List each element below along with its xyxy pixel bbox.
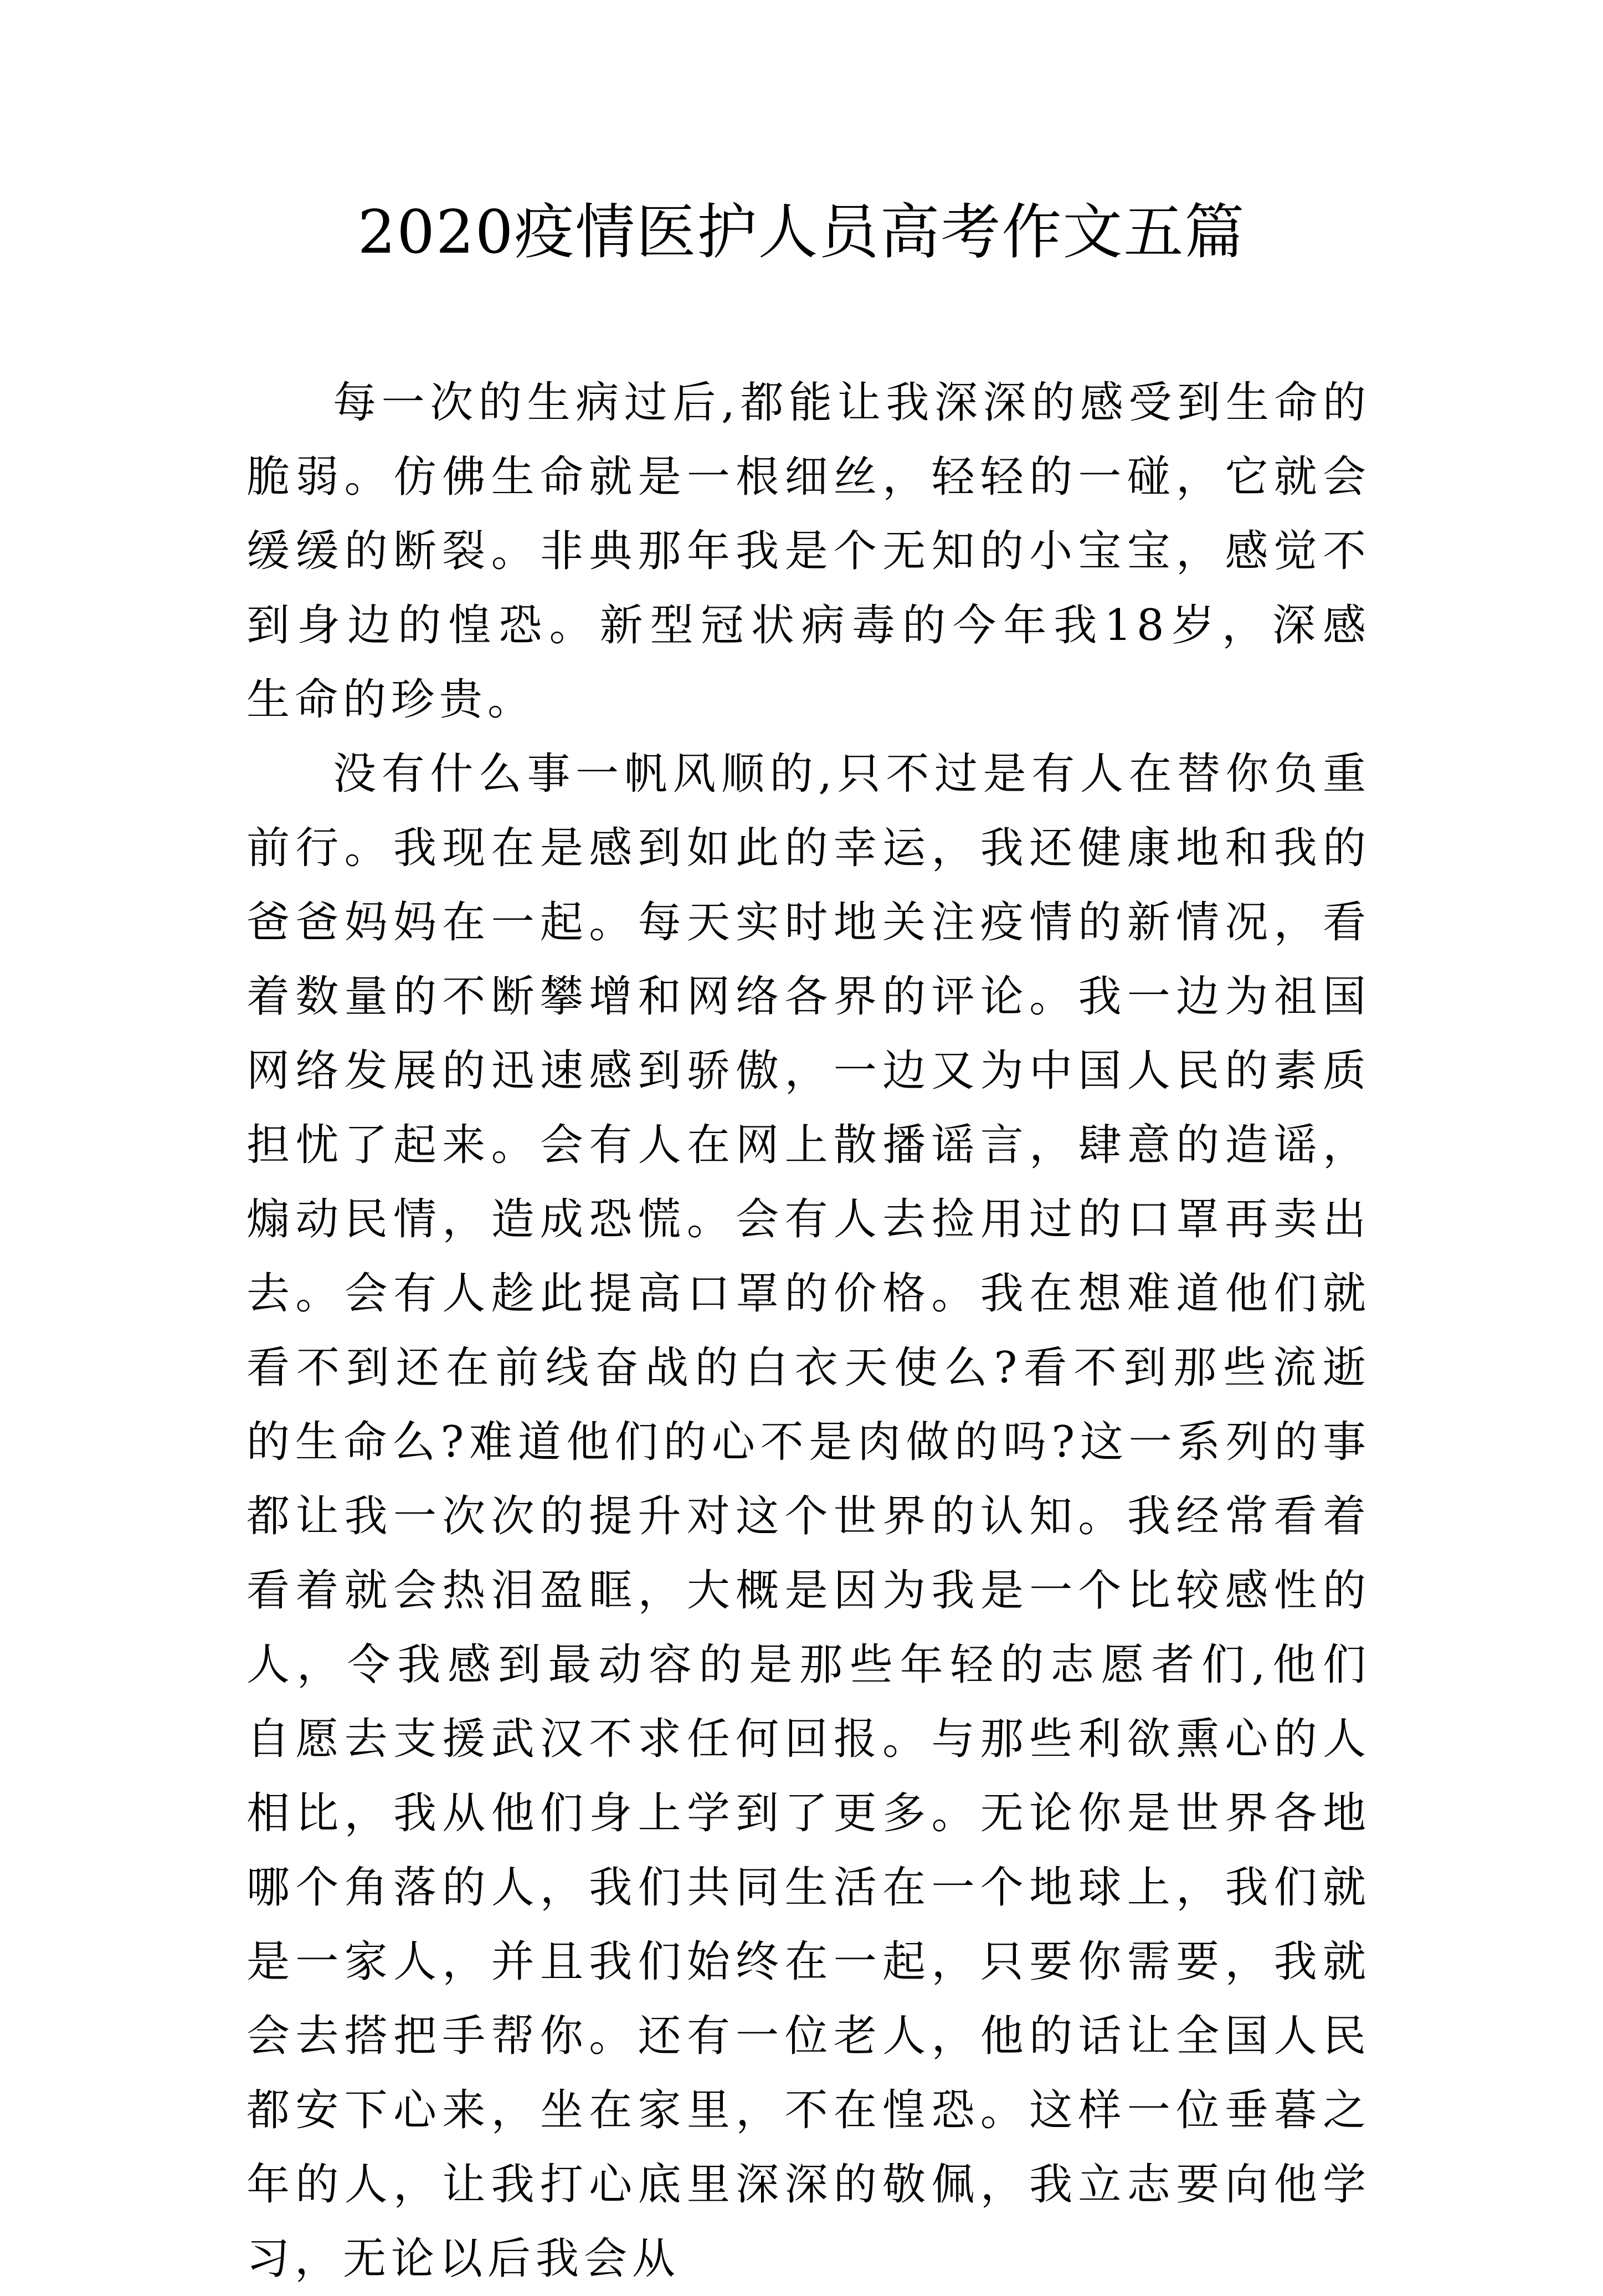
paragraph-1: 每一次的生病过后,都能让我深深的感受到生命的脆弱。仿佛生命就是一根细丝，轻轻的一碰，它就会缓缓的断裂。非典那年我是个无知的小宝宝，感觉不到身边的惶恐。新型冠状病毒的今年我18岁，深感生命的珍贵。: [246, 378, 1371, 725]
paragraph-2: 没有什么事一帆风顺的,只不过是有人在替你负重前行。我现在是感到如此的幸运，我还健康地和我的爸爸妈妈在一起。每天实时地关注疫情的新情况，看着数量的不断攀增和网络各界的评论。我一边为祖国网络发展的迅速感到骄傲，一边又为中国人民的素质担忧了起来。会有人在网上散播谣言，肆意的造谣，煽动民情，造成恐慌。会有人去捡用过的口罩再卖出去。会有人趁此提高口罩的价格。我在想难道他们就看不到还在前线奋战的白衣天使么?看不到那些流逝的生命么?难道他们的心不是肉做的吗?这一系列的事都让我一次次的提升对这个世界的认知。我经常看着看着就会热泪盈眶，大概是因为我是一个比较感性的人，令我感到最动容的是那些年轻的志愿者们,他们自愿去支援武汉不求任何回报。与那些利欲熏心的人相比，我从他们身上学到了更多。无论你是世界各地哪个角落的人，我们共同生活在一个地球上，我们就是一家人，并且我们始终在一起，只要你需要，我就会去搭把手帮你。还有一位老人，他的话让全国人民都安下心来，坐在家里，不在惶恐。这样一位垂暮之年的人，让我打心底里深深的敬佩，我立志要向他学习，无论以后我会从: [246, 749, 1371, 2284]
document-body: [246, 366, 1371, 2296]
document-title: 2020疫情医护人员高考作文五篇: [357, 198, 1246, 267]
